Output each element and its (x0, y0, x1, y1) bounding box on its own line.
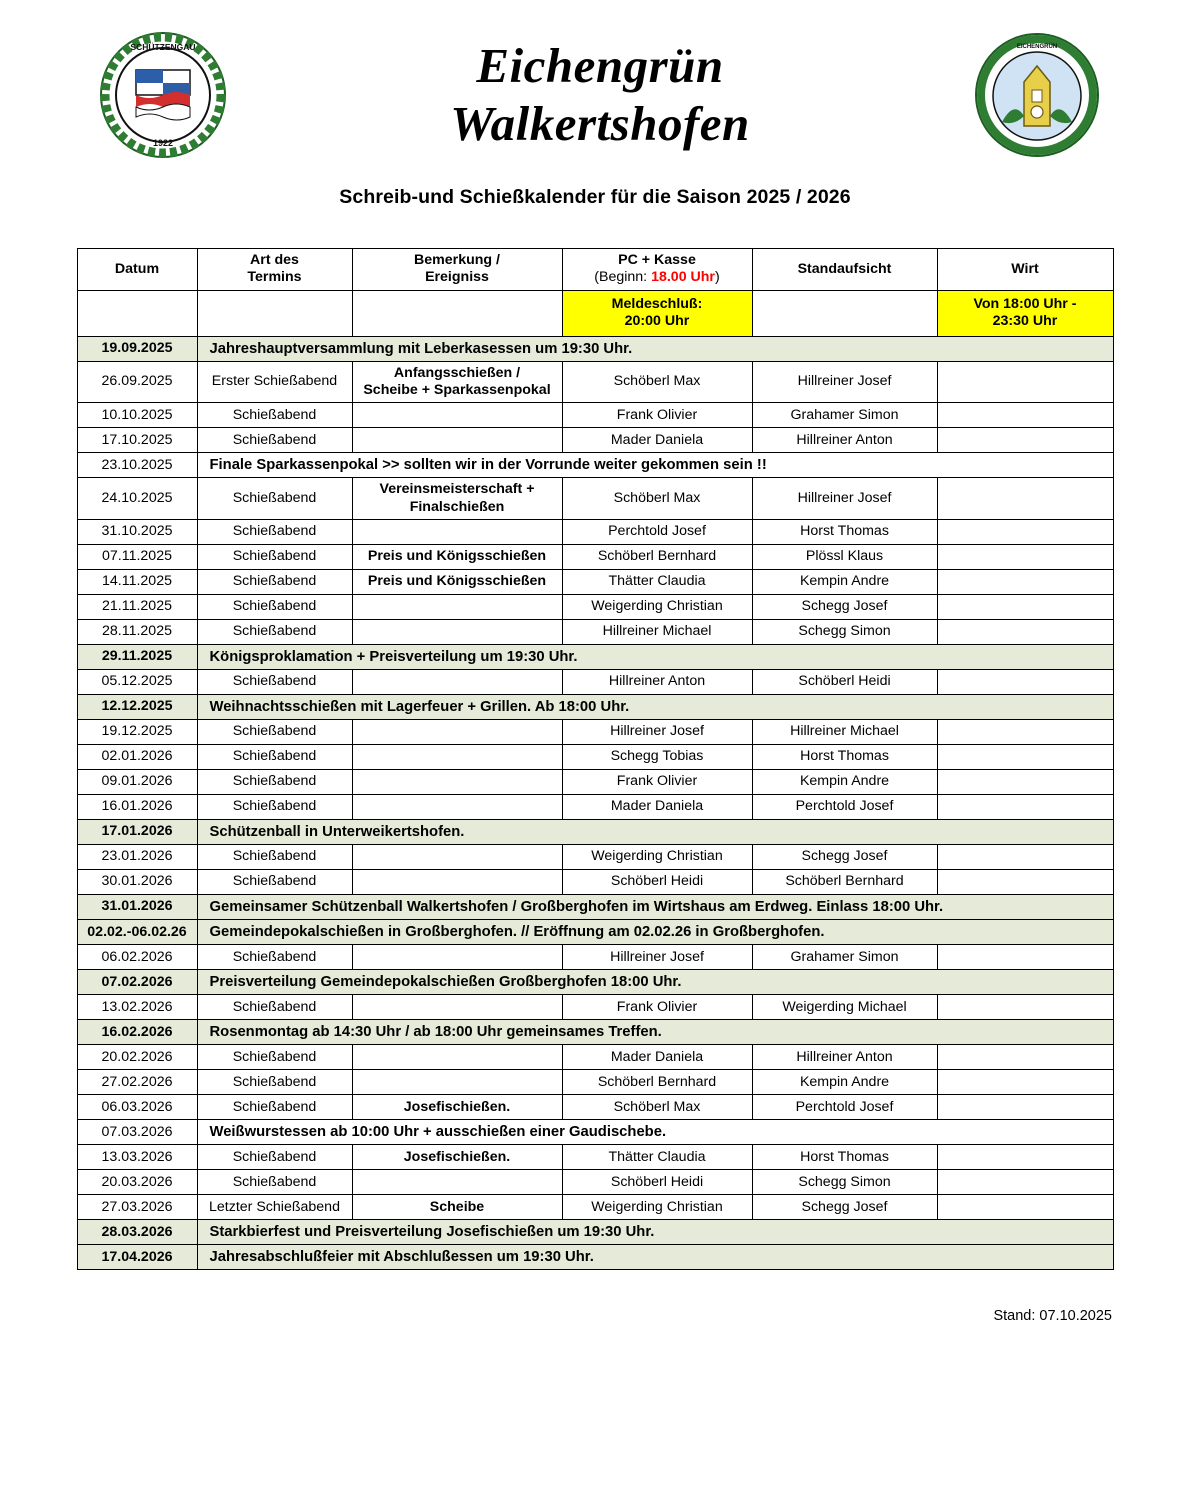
cell-datum: 31.10.2025 (77, 519, 197, 544)
subheader-meldeschluss-line1: Meldeschluß: (611, 295, 703, 312)
cell-bemerkung: Josefischießen. (352, 1145, 562, 1170)
cell-datum: 16.02.2026 (77, 1020, 197, 1045)
cell-wirt (937, 619, 1113, 644)
cell-datum: 05.12.2025 (77, 670, 197, 695)
cell-art-des-termins: Schießabend (197, 619, 352, 644)
cell-datum: 23.10.2025 (77, 453, 197, 478)
column-header-datum (77, 249, 197, 291)
cell-datum: 16.01.2026 (77, 795, 197, 820)
cell-bemerkung (352, 594, 562, 619)
cell-standaufsicht: Schegg Josef (752, 594, 937, 619)
cell-wirt (937, 1170, 1113, 1195)
cell-bemerkung: Preis und Königsschießen (352, 544, 562, 569)
document-header (58, 22, 1132, 160)
cell-wirt (937, 995, 1113, 1020)
cell-wirt (937, 670, 1113, 695)
cell-bemerkung: Josefischießen. (352, 1095, 562, 1120)
cell-datum: 28.11.2025 (77, 619, 197, 644)
cell-art-des-termins: Schießabend (197, 845, 352, 870)
cell-pc-kasse: Mader Daniela (562, 1045, 752, 1070)
column-header-wirt-line1: Wirt (1011, 260, 1039, 277)
cell-datum: 07.02.2026 (77, 970, 197, 995)
subheader-datum-empty (77, 290, 197, 336)
cell-datum: 06.03.2026 (77, 1095, 197, 1120)
cell-wirt (937, 594, 1113, 619)
cell-datum: 09.01.2026 (77, 770, 197, 795)
cell-pc-kasse: Mader Daniela (562, 795, 752, 820)
column-header-bemerkung-line2: Ereigniss (425, 269, 489, 286)
cell-bemerkung (352, 745, 562, 770)
table-header (77, 249, 1113, 337)
document-subtitle: Schreib-und Schießkalender für die Saison 2025 / 2026 (339, 186, 851, 208)
cell-datum: 02.02.-06.02.26 (77, 920, 197, 945)
subheader-meldeschluss (562, 290, 752, 336)
cell-datum: 26.09.2025 (77, 361, 197, 403)
cell-datum: 12.12.2025 (77, 695, 197, 720)
cell-bemerkung (352, 945, 562, 970)
cell-pc-kasse: Schöberl Max (562, 1095, 752, 1120)
cell-pc-kasse: Perchtold Josef (562, 519, 752, 544)
subheader-bemerkung-empty (352, 290, 562, 336)
cell-art-des-termins: Schießabend (197, 870, 352, 895)
cell-pc-kasse: Frank Olivier (562, 403, 752, 428)
cell-event-text: Schützenball in Unterweikertshofen. (197, 820, 1113, 845)
cell-standaufsicht: Schöberl Bernhard (752, 870, 937, 895)
column-header-bemerkung-line1: Bemerkung / (414, 252, 500, 268)
schuetzenverein-eichengruen-walkertshofen-logo (972, 30, 1102, 160)
cell-standaufsicht: Hillreiner Anton (752, 428, 937, 453)
cell-wirt (937, 478, 1113, 520)
table-row (77, 770, 1113, 795)
cell-event-text: Jahreshauptversammlung mit Leberkasessen um 19:30 Uhr. (197, 336, 1113, 361)
cell-art-des-termins: Schießabend (197, 519, 352, 544)
cell-standaufsicht: Schegg Josef (752, 845, 937, 870)
table-row (77, 870, 1113, 895)
column-header-pc-kasse-line1: PC + Kasse (618, 252, 696, 268)
cell-art-des-termins: Schießabend (197, 544, 352, 569)
table-row (77, 594, 1113, 619)
cell-bemerkung (352, 1070, 562, 1095)
cell-bemerkung (352, 1170, 562, 1195)
cell-wirt (937, 1095, 1113, 1120)
cell-standaufsicht: Hillreiner Michael (752, 720, 937, 745)
svg-text:1922: 1922 (152, 138, 174, 148)
cell-standaufsicht: Plössl Klaus (752, 544, 937, 569)
table-body (77, 336, 1113, 1270)
cell-datum: 02.01.2026 (77, 745, 197, 770)
cell-bemerkung (352, 795, 562, 820)
cell-wirt (937, 519, 1113, 544)
table-row (77, 478, 1113, 520)
cell-bemerkung (352, 519, 562, 544)
cell-art-des-termins: Schießabend (197, 428, 352, 453)
cell-pc-kasse: Schöberl Heidi (562, 1170, 752, 1195)
cell-datum: 24.10.2025 (77, 478, 197, 520)
cell-pc-kasse: Schöberl Max (562, 478, 752, 520)
cell-pc-kasse: Thätter Claudia (562, 1145, 752, 1170)
cell-wirt (937, 544, 1113, 569)
cell-wirt (937, 870, 1113, 895)
cell-datum: 29.11.2025 (77, 644, 197, 669)
table-row (77, 995, 1113, 1020)
cell-datum: 07.03.2026 (77, 1120, 197, 1145)
cell-pc-kasse: Frank Olivier (562, 995, 752, 1020)
table-row (77, 453, 1113, 478)
table-row (77, 519, 1113, 544)
table-row (77, 970, 1113, 995)
cell-datum: 07.11.2025 (77, 544, 197, 569)
table-row (77, 1020, 1113, 1045)
cell-event-text: Gemeindepokalschießen in Großberghofen. // Eröffnung am 02.02.26 in Großberghofen. (197, 920, 1113, 945)
cell-art-des-termins: Schießabend (197, 403, 352, 428)
cell-art-des-termins: Schießabend (197, 594, 352, 619)
table-row (77, 895, 1113, 920)
cell-event-text: Weihnachtsschießen mit Lagerfeuer + Grillen. Ab 18:00 Uhr. (197, 695, 1113, 720)
cell-wirt (937, 720, 1113, 745)
cell-standaufsicht: Schöberl Heidi (752, 670, 937, 695)
subheader-meldeschluss-line2: 20:00 Uhr (624, 313, 690, 330)
cell-art-des-termins: Schießabend (197, 1170, 352, 1195)
table-row (77, 1095, 1113, 1120)
cell-art-des-termins: Schießabend (197, 569, 352, 594)
cell-wirt (937, 770, 1113, 795)
column-header-pc-kasse (562, 249, 752, 291)
cell-bemerkung (352, 995, 562, 1020)
cell-bemerkung (352, 770, 562, 795)
cell-pc-kasse: Hillreiner Josef (562, 720, 752, 745)
cell-bemerkung (352, 720, 562, 745)
table-row (77, 1245, 1113, 1270)
cell-wirt (937, 1195, 1113, 1220)
pc-kasse-begin-time: 18.00 Uhr (651, 269, 715, 286)
cell-wirt (937, 1045, 1113, 1070)
table-row (77, 336, 1113, 361)
table-row (77, 1145, 1113, 1170)
cell-datum: 13.02.2026 (77, 995, 197, 1020)
cell-pc-kasse: Schöberl Heidi (562, 870, 752, 895)
cell-standaufsicht: Kempin Andre (752, 569, 937, 594)
cell-standaufsicht: Horst Thomas (752, 519, 937, 544)
cell-bemerkung (352, 403, 562, 428)
cell-datum: 06.02.2026 (77, 945, 197, 970)
cell-standaufsicht: Perchtold Josef (752, 795, 937, 820)
cell-art-des-termins: Schießabend (197, 1045, 352, 1070)
cell-pc-kasse: Hillreiner Anton (562, 670, 752, 695)
schuetzengau-dachau-logo (98, 30, 228, 160)
cell-standaufsicht: Perchtold Josef (752, 1095, 937, 1120)
table-row (77, 945, 1113, 970)
cell-standaufsicht: Hillreiner Josef (752, 478, 937, 520)
cell-datum: 20.02.2026 (77, 1045, 197, 1070)
cell-pc-kasse: Hillreiner Josef (562, 945, 752, 970)
svg-text:SCHÜTZENGAU: SCHÜTZENGAU (130, 42, 196, 52)
table-row (77, 1195, 1113, 1220)
cell-bemerkung (352, 845, 562, 870)
cell-wirt (937, 569, 1113, 594)
cell-bemerkung (352, 870, 562, 895)
table-row (77, 544, 1113, 569)
cell-datum: 17.10.2025 (77, 428, 197, 453)
table-row (77, 820, 1113, 845)
cell-art-des-termins: Schießabend (197, 720, 352, 745)
subheader-wirt-line1: Von 18:00 Uhr - (973, 295, 1077, 312)
table-row (77, 428, 1113, 453)
cell-standaufsicht: Schegg Simon (752, 619, 937, 644)
cell-event-text: Starkbierfest und Preisverteilung Josefischießen um 19:30 Uhr. (197, 1220, 1113, 1245)
cell-art-des-termins: Schießabend (197, 945, 352, 970)
table-row (77, 695, 1113, 720)
cell-standaufsicht: Hillreiner Josef (752, 361, 937, 403)
subheader-wirt-zeit (937, 290, 1113, 336)
document-footer: Stand: 07.10.2025 (993, 1308, 1112, 1325)
cell-art-des-termins: Schießabend (197, 1095, 352, 1120)
cell-pc-kasse: Schöberl Max (562, 361, 752, 403)
column-header-standaufsicht (752, 249, 937, 291)
cell-datum: 19.12.2025 (77, 720, 197, 745)
cell-pc-kasse: Schöberl Bernhard (562, 544, 752, 569)
cell-standaufsicht: Schegg Josef (752, 1195, 937, 1220)
cell-standaufsicht: Kempin Andre (752, 770, 937, 795)
cell-datum: 21.11.2025 (77, 594, 197, 619)
table-row (77, 795, 1113, 820)
cell-datum: 19.09.2025 (77, 336, 197, 361)
cell-pc-kasse: Weigerding Christian (562, 594, 752, 619)
cell-event-text: Jahresabschlußfeier mit Abschlußessen um 19:30 Uhr. (197, 1245, 1113, 1270)
cell-standaufsicht: Kempin Andre (752, 1070, 937, 1095)
table-row (77, 1220, 1113, 1245)
cell-standaufsicht: Horst Thomas (752, 1145, 937, 1170)
cell-event-text: Rosenmontag ab 14:30 Uhr / ab 18:00 Uhr gemeinsames Treffen. (197, 1020, 1113, 1045)
cell-wirt (937, 1145, 1113, 1170)
cell-pc-kasse: Weigerding Christian (562, 1195, 752, 1220)
cell-pc-kasse: Mader Daniela (562, 428, 752, 453)
table-row (77, 670, 1113, 695)
table-row (77, 720, 1113, 745)
table-row (77, 361, 1113, 403)
cell-pc-kasse: Thätter Claudia (562, 569, 752, 594)
title-line-1: Eichengrün (476, 38, 724, 94)
cell-art-des-termins: Letzter Schießabend (197, 1195, 352, 1220)
table-subheader-row (77, 290, 1113, 336)
cell-datum: 10.10.2025 (77, 403, 197, 428)
schedule-table (77, 248, 1114, 1270)
cell-art-des-termins: Schießabend (197, 745, 352, 770)
cell-wirt (937, 945, 1113, 970)
cell-pc-kasse: Weigerding Christian (562, 845, 752, 870)
cell-art-des-termins: Schießabend (197, 795, 352, 820)
title-line-2: Walkertshofen (450, 96, 750, 151)
cell-wirt (937, 428, 1113, 453)
table-row (77, 619, 1113, 644)
cell-standaufsicht: Grahamer Simon (752, 403, 937, 428)
cell-bemerkung: Preis und Königsschießen (352, 569, 562, 594)
cell-standaufsicht: Hillreiner Anton (752, 1045, 937, 1070)
cell-event-text: Königsproklamation + Preisverteilung um 19:30 Uhr. (197, 644, 1113, 669)
subheader-art-empty (197, 290, 352, 336)
cell-datum: 27.03.2026 (77, 1195, 197, 1220)
cell-wirt (937, 845, 1113, 870)
column-header-datum-line1: Datum (114, 260, 160, 277)
cell-datum: 14.11.2025 (77, 569, 197, 594)
cell-art-des-termins: Schießabend (197, 1070, 352, 1095)
page-title (228, 37, 972, 153)
cell-art-des-termins: Schießabend (197, 478, 352, 520)
column-header-standaufsicht-line1: Standaufsicht (797, 260, 892, 277)
cell-datum: 27.02.2026 (77, 1070, 197, 1095)
cell-art-des-termins: Schießabend (197, 995, 352, 1020)
subheader-standaufsicht-empty (752, 290, 937, 336)
table-row (77, 1045, 1113, 1070)
cell-wirt (937, 745, 1113, 770)
cell-standaufsicht: Horst Thomas (752, 745, 937, 770)
cell-datum: 23.01.2026 (77, 845, 197, 870)
table-row (77, 569, 1113, 594)
column-header-art-line2: Termins (247, 269, 302, 286)
cell-pc-kasse: Schöberl Bernhard (562, 1070, 752, 1095)
cell-wirt (937, 795, 1113, 820)
cell-pc-kasse: Hillreiner Michael (562, 619, 752, 644)
table-row (77, 1120, 1113, 1145)
cell-bemerkung: Anfangsschießen / Scheibe + Sparkassenpokal (352, 361, 562, 403)
cell-pc-kasse: Frank Olivier (562, 770, 752, 795)
cell-datum: 20.03.2026 (77, 1170, 197, 1195)
table-row (77, 1170, 1113, 1195)
svg-text:EICHENGRÜN: EICHENGRÜN (1016, 44, 1058, 50)
cell-event-text: Weißwurstessen ab 10:00 Uhr + ausschießen einer Gaudischebe. (197, 1120, 1113, 1145)
cell-art-des-termins: Schießabend (197, 670, 352, 695)
cell-datum: 30.01.2026 (77, 870, 197, 895)
subheader-wirt-line2: 23:30 Uhr (992, 313, 1058, 330)
cell-bemerkung (352, 619, 562, 644)
cell-standaufsicht: Grahamer Simon (752, 945, 937, 970)
cell-bemerkung (352, 670, 562, 695)
cell-event-text: Preisverteilung Gemeindepokalschießen Großberghofen 18:00 Uhr. (197, 970, 1113, 995)
cell-wirt (937, 403, 1113, 428)
column-header-art-line1: Art des (250, 252, 299, 268)
cell-art-des-termins: Erster Schießabend (197, 361, 352, 403)
cell-standaufsicht: Weigerding Michael (752, 995, 937, 1020)
cell-art-des-termins: Schießabend (197, 770, 352, 795)
cell-wirt (937, 361, 1113, 403)
column-header-wirt (937, 249, 1113, 291)
cell-wirt (937, 1070, 1113, 1095)
cell-datum: 31.01.2026 (77, 895, 197, 920)
cell-event-text: Finale Sparkassenpokal >> sollten wir in der Vorrunde weiter gekommen sein !! (197, 453, 1113, 478)
cell-standaufsicht: Schegg Simon (752, 1170, 937, 1195)
cell-event-text: Gemeinsamer Schützenball Walkertshofen / Großberghofen im Wirtshaus am Erdweg. Einlass 18:00 Uhr. (197, 895, 1113, 920)
table-row (77, 644, 1113, 669)
column-header-bemerkung (352, 249, 562, 291)
cell-pc-kasse: Schegg Tobias (562, 745, 752, 770)
cell-datum: 28.03.2026 (77, 1220, 197, 1245)
cell-bemerkung: Vereinsmeisterschaft + Finalschießen (352, 478, 562, 520)
cell-bemerkung (352, 428, 562, 453)
column-header-pc-kasse-line2: (Beginn: 18.00 Uhr) (594, 269, 720, 286)
table-row (77, 403, 1113, 428)
cell-bemerkung (352, 1045, 562, 1070)
table-row (77, 845, 1113, 870)
cell-datum: 17.04.2026 (77, 1245, 197, 1270)
table-row (77, 920, 1113, 945)
cell-datum: 17.01.2026 (77, 820, 197, 845)
table-row (77, 1070, 1113, 1095)
column-header-art (197, 249, 352, 291)
cell-bemerkung: Scheibe (352, 1195, 562, 1220)
cell-datum: 13.03.2026 (77, 1145, 197, 1170)
table-header-row (77, 249, 1113, 291)
table-row (77, 745, 1113, 770)
cell-art-des-termins: Schießabend (197, 1145, 352, 1170)
